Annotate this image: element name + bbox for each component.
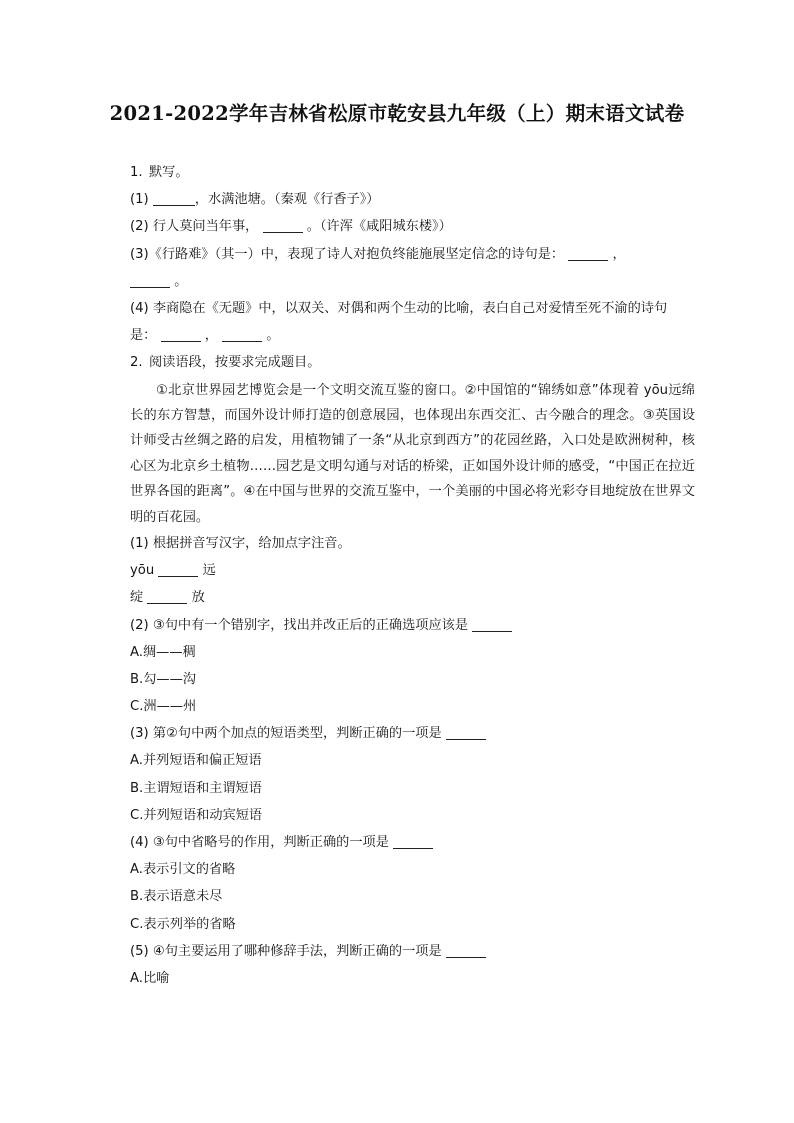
question-prompt: 默写。 (149, 165, 189, 180)
answer-blank[interactable] (158, 561, 198, 577)
option-a[interactable]: A.表示引文的省略 (130, 862, 236, 878)
q2-sub5-question (130, 938, 695, 965)
question-2-heading (130, 349, 695, 376)
item-text: (4) ③句中省略号的作用，判断正确的一项是 (130, 835, 394, 851)
item-text: ， (612, 246, 626, 262)
reading-passage: ①北京世界园艺博览会是一个文明交流互鉴的窗口。②中国馆的“锦绣如意”体现着 yōu远绵长的东方智慧，而国外设计师打造的创意展园，也体现出东西交汇、古今融合的理念。③英国设计师受古丝绸之路的启发，用植物铺了一条“从北京到西方”的花园丝路，入口处是欧洲树种，核心区为北京乡土植物……园艺是文明勾通与对话的桥梁，正如国外设计师的感受，“中国正在拉近世界各国的距离”。④在中国与世界的交流互鉴中，一个美丽的中国必将光彩夺目地绽放在世界文明的百花园。 (130, 382, 695, 525)
option-b[interactable]: B.主谓短语和主谓短语 (130, 780, 262, 796)
answer-blank[interactable] (446, 724, 486, 740)
item-text: ， (204, 328, 218, 344)
q2-sub3-question (130, 720, 695, 747)
option-a[interactable]: A.绸——稠 (130, 644, 196, 660)
item-text: (2) 行人莫问当年事， (130, 219, 259, 235)
option-b[interactable]: B.表示语意未尽 (130, 889, 223, 905)
q1-item-4 (130, 295, 695, 349)
item-text: (3)《行路难》（其一）中，表现了诗人对抱负终能施展坚定信念的诗句是： (130, 246, 565, 262)
answer-blank[interactable] (130, 272, 170, 288)
question-prompt: 阅读语段，按要求完成题目。 (149, 355, 321, 371)
q2-sub1-question: (1) 根据拼音写汉字，给加点字注音。 (130, 535, 351, 551)
q2-sub1-b (130, 584, 695, 611)
option-c[interactable]: C.表示列举的省略 (130, 916, 236, 932)
answer-blank[interactable] (222, 326, 262, 342)
answer-blank[interactable] (263, 217, 303, 233)
answer-blank[interactable] (568, 245, 608, 261)
item-text: (4) 李商隐在《无题》中，以双关、对偶和两个生动的比喻，表白自己对爱情至死不渝的诗句是： (130, 300, 668, 344)
q1-item-2 (130, 213, 695, 240)
item-text: 。 (174, 273, 188, 289)
item-text: 。 (266, 328, 280, 344)
question-number: 1. (130, 165, 143, 180)
option-c[interactable]: C.并列短语和动宾短语 (130, 807, 263, 823)
q1-item-3a (130, 241, 695, 268)
option-a[interactable]: A.并列短语和偏正短语 (130, 753, 262, 769)
item-text: (2) ③句中有一个错别字，找出并改正后的正确选项应该是 (130, 617, 473, 633)
q2-sub1-a (130, 557, 695, 584)
q2-sub4-question (130, 829, 695, 856)
answer-blank[interactable] (446, 942, 486, 958)
item-text: 绽 (130, 590, 148, 606)
answer-blank[interactable] (161, 326, 201, 342)
answer-blank[interactable] (393, 833, 433, 849)
option-c[interactable]: C.洲——州 (130, 699, 197, 715)
item-text: ，水满池塘。（秦观《行香子》） (194, 192, 380, 208)
answer-blank[interactable] (147, 588, 187, 604)
exam-content (130, 159, 695, 992)
question-1-heading (130, 159, 695, 186)
item-text: (5) ④句主要运用了哪种修辞手法，判断正确的一项是 (130, 943, 446, 959)
q1-item-1 (130, 186, 695, 213)
answer-blank[interactable] (153, 190, 195, 206)
q1-item-3b (130, 268, 695, 295)
exam-title: 2021-2022学年吉林省松原市乾安县九年级（上）期末语文试卷 (109, 102, 685, 125)
item-text: 远 (198, 563, 216, 579)
item-text: (3) 第②句中两个加点的短语类型，判断正确的一项是 (130, 726, 446, 742)
item-text: 放 (187, 590, 205, 606)
option-a[interactable]: A.比喻 (130, 970, 170, 986)
item-text: yōu (130, 563, 159, 579)
item-text: 。（许浑《咸阳城东楼》） (306, 219, 452, 235)
item-text: (1) (130, 192, 153, 208)
option-b[interactable]: B.勾——沟 (130, 671, 196, 687)
answer-blank[interactable] (472, 616, 512, 632)
question-number: 2. (130, 355, 143, 371)
q2-sub2-question (130, 612, 695, 639)
